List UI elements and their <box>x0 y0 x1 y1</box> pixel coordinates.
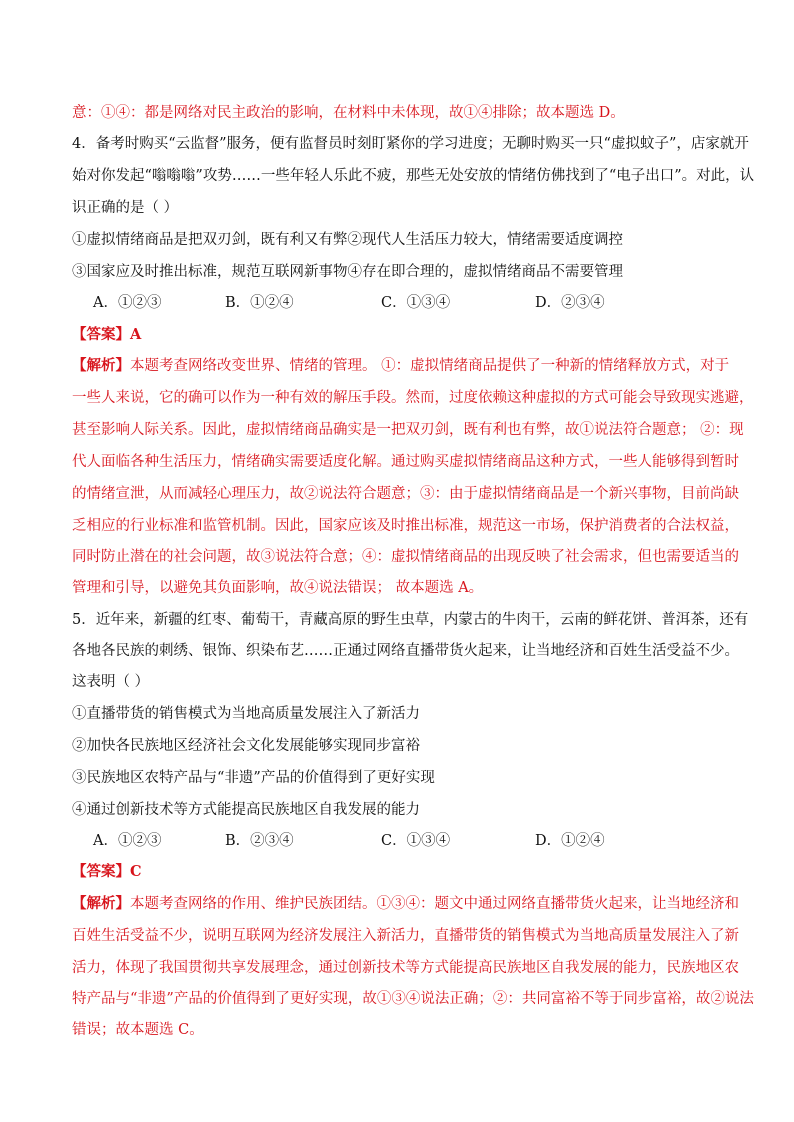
q4-choice-b: B．①②④ <box>225 295 294 311</box>
q5-analysis-line-3: 活力，体现了我国贯彻共享发展理念，通过创新技术等方式能提高民族地区自我发展的能力，民族地区农 <box>72 960 739 976</box>
q5-choice-b: B．②③④ <box>225 833 294 849</box>
previous-analysis-ending: 意：①④：都是网络对民主政治的影响，在材料中未体现，故①④排除；故本题选 D。 <box>72 105 625 121</box>
q5-stem-line-3: 这表明（ ） <box>72 674 150 690</box>
q4-analysis-line-7: 同时防止潜在的社会问题，故③说法符合意；④：虚拟情绪商品的出现反映了社会需求，但也需要适当的 <box>72 549 739 565</box>
q4-analysis-line-5: 的情绪宣泄，从而减轻心理压力，故②说法符合题意；③：由于虚拟情绪商品是一个新兴事物，目前尚缺 <box>72 486 739 502</box>
q4-stem-line-3: 识正确的是（ ） <box>72 200 179 216</box>
q5-option-line-2: ②加快各民族地区经济社会文化发展能够实现同步富裕 <box>72 738 420 754</box>
q4-analysis-line-6: 乏相应的行业标准和监管机制。因此，国家应该及时推出标准，规范这一市场，保护消费者的合法权益， <box>72 518 739 534</box>
q4-analysis-line-2: 一些人来说，它的确可以作为一种有效的解压手段。然而，过度依赖这种虚拟的方式可能会导致现实逃避， <box>72 390 754 406</box>
q4-stem-line-2: 始对你发起“嗡嗡嗡”攻势……一些年轻人乐此不疲，那些无处安放的情绪仿佛找到了“电子出口”。对此，认 <box>72 168 755 184</box>
q5-option-line-1: ①直播带货的销售模式为当地高质量发展注入了新活力 <box>72 706 420 722</box>
q5-analysis-label: 【解析】 <box>72 895 130 912</box>
q4-analysis-line-1 <box>72 356 729 376</box>
q5-analysis-line-5: 错误；故本题选 C。 <box>72 1022 204 1038</box>
q5-choice-c: C．①③④ <box>381 833 451 849</box>
q4-choice-a: A．①②③ <box>93 295 162 311</box>
q5-stem-line-2: 各地各民族的刺绣、银饰、织染布艺……正通过网络直播带货火起来，让当地经济和百姓生活受益不少。 <box>72 643 739 659</box>
q4-choice-d: D．②③④ <box>535 295 605 311</box>
q5-analysis-line-4: 特产品与“非遗”产品的价值得到了更好实现，故①③④说法正确；②：共同富裕不等于同步富裕，故②说法 <box>72 991 754 1007</box>
q5-answer: 【答案】C <box>72 863 142 880</box>
q4-answer: 【答案】A <box>72 326 142 343</box>
q5-choice-a: A．①②③ <box>93 833 162 849</box>
q5-analysis-text-1: 本题考查网络的作用、维护民族团结。①③④：题文中通过网络直播带货火起来，让当地经济和 <box>130 896 739 912</box>
q5-analysis-line-2: 百姓生活受益不少，说明互联网为经济发展注入新活力，直播带货的销售模式为当地高质量发展注入了新 <box>72 928 739 944</box>
q5-option-line-4: ④通过创新技术等方式能提高民族地区自我发展的能力 <box>72 802 420 818</box>
q4-choice-c: C．①③④ <box>381 295 451 311</box>
q5-option-line-3: ③民族地区农特产品与“非遗”产品的价值得到了更好实现 <box>72 770 435 786</box>
q4-analysis-label: 【解析】 <box>72 357 130 374</box>
q5-choice-d: D．①②④ <box>535 833 605 849</box>
q4-stem-line-1: 4．备考时购买“云监督”服务，便有监督员时刻盯紧你的学习进度；无聊时购买一只“虚拟蚊子”，店家就开 <box>72 136 749 152</box>
q5-analysis-line-1 <box>72 894 739 914</box>
q4-analysis-line-8: 管理和引导，以避免其负面影响，故④说法错误； 故本题选 A。 <box>72 580 484 596</box>
q4-analysis-text-1: 本题考查网络改变世界、情绪的管理。 ①：虚拟情绪商品提供了一种新的情绪释放方式，对于 <box>130 358 730 374</box>
q5-stem-line-1: 5．近年来，新疆的红枣、葡萄干，青藏高原的野生虫草，内蒙古的牛肉干，云南的鲜花饼、普洱茶，还有 <box>72 612 749 628</box>
q4-option-line-1: ①虚拟情绪商品是把双刃剑，既有利又有弊②现代人生活压力较大，情绪需要适度调控 <box>72 232 623 248</box>
q4-option-line-2: ③国家应及时推出标准，规范互联网新事物④存在即合理的，虚拟情绪商品不需要管理 <box>72 264 623 280</box>
q4-analysis-line-3: 甚至影响人际关系。因此，虚拟情绪商品确实是一把双刃剑，既有利也有弊，故①说法符合题意； ②：现 <box>72 422 744 438</box>
q4-analysis-line-4: 代人面临各种生活压力，情绪确实需要适度化解。通过购买虚拟情绪商品这种方式，一些人能够得到暂时 <box>72 454 739 470</box>
